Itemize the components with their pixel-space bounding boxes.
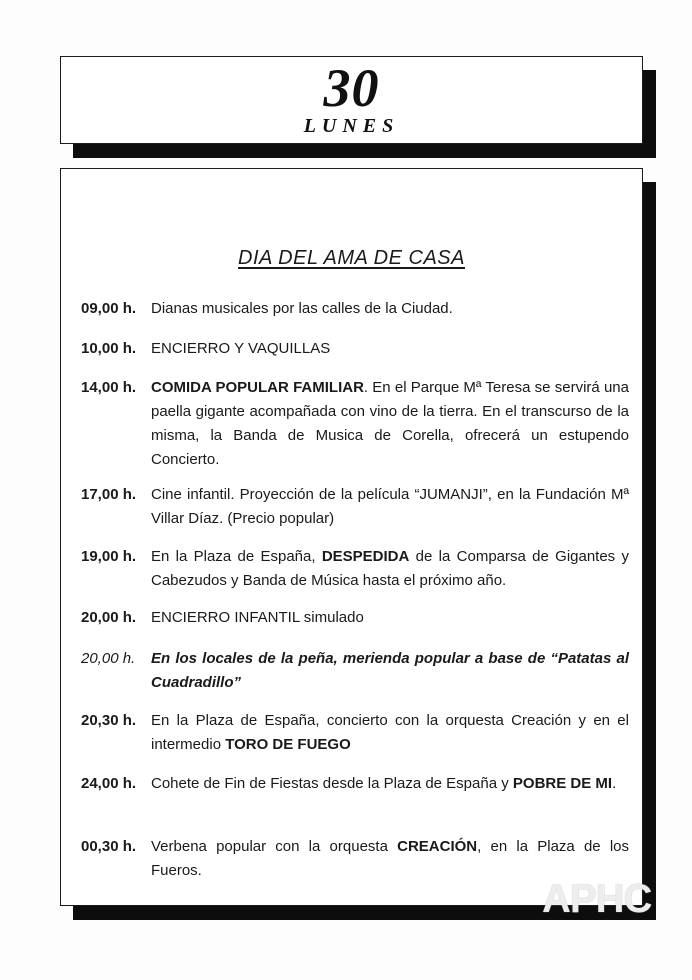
- list-item: [81, 709, 629, 757]
- list-item: [81, 647, 629, 695]
- entry-text: Verbena popular con la orquesta CREACIÓN, en la Plaza de los Fueros.: [151, 838, 630, 879]
- list-item: [81, 545, 629, 593]
- list-item: [81, 337, 629, 361]
- watermark-logo: APHC: [542, 877, 652, 921]
- entry-time: 14,00 h.: [81, 379, 137, 396]
- entry-time: 10,00 h.: [81, 340, 137, 357]
- entry-text: COMIDA POPULAR FAMILIAR. En el Parque Mª Teresa se servirá una paella gigante acompañada con vino de la tierra. En el transcurso de la misma, la Banda de Musica de Corella, ofrecerá un estupendo Concierto.: [151, 379, 629, 468]
- list-item: [81, 483, 629, 531]
- entry-time: 19,00 h.: [81, 548, 137, 565]
- entry-text: En la Plaza de España, concierto con la orquesta Creación y en el intermedio TORO DE FUEGO: [151, 712, 629, 753]
- day-name: LUNES: [303, 115, 400, 137]
- date-header: [60, 56, 643, 144]
- entry-time: 20,00 h.: [81, 650, 136, 667]
- entry-time: 09,00 h.: [81, 300, 137, 317]
- entry-time: 20,00 h.: [81, 609, 137, 626]
- entry-text: En los locales de la peña, merienda popular a base de “Patatas al Cuadradillo”: [151, 650, 629, 691]
- entry-text: ENCIERRO Y VAQUILLAS: [151, 340, 331, 357]
- list-item: [81, 297, 629, 321]
- entry-time: 00,30 h.: [81, 838, 137, 855]
- entry-text: Cine infantil. Proyección de la película “JUMANJI”, en la Fundación Mª Villar Díaz. (Precio popular): [151, 486, 629, 527]
- entry-time: 17,00 h.: [81, 486, 137, 503]
- day-number: 30: [323, 58, 380, 118]
- page-title: DIA DEL AMA DE CASA: [238, 247, 465, 269]
- entry-time: 24,00 h.: [81, 775, 137, 792]
- entry-text: ENCIERRO INFANTIL simulado: [151, 609, 364, 626]
- entry-text: Dianas musicales por las calles de la Ciudad.: [151, 300, 453, 317]
- entry-text: En la Plaza de España, DESPEDIDA de la Comparsa de Gigantes y Cabezudos y Banda de Música hasta el próximo año.: [151, 548, 629, 589]
- list-item: [81, 772, 629, 796]
- entry-text: Cohete de Fin de Fiestas desde la Plaza de España y POBRE DE MI.: [151, 775, 617, 792]
- list-item: [81, 606, 629, 630]
- list-item: [81, 376, 629, 472]
- program-box: [60, 168, 643, 906]
- entry-time: 20,30 h.: [81, 712, 137, 729]
